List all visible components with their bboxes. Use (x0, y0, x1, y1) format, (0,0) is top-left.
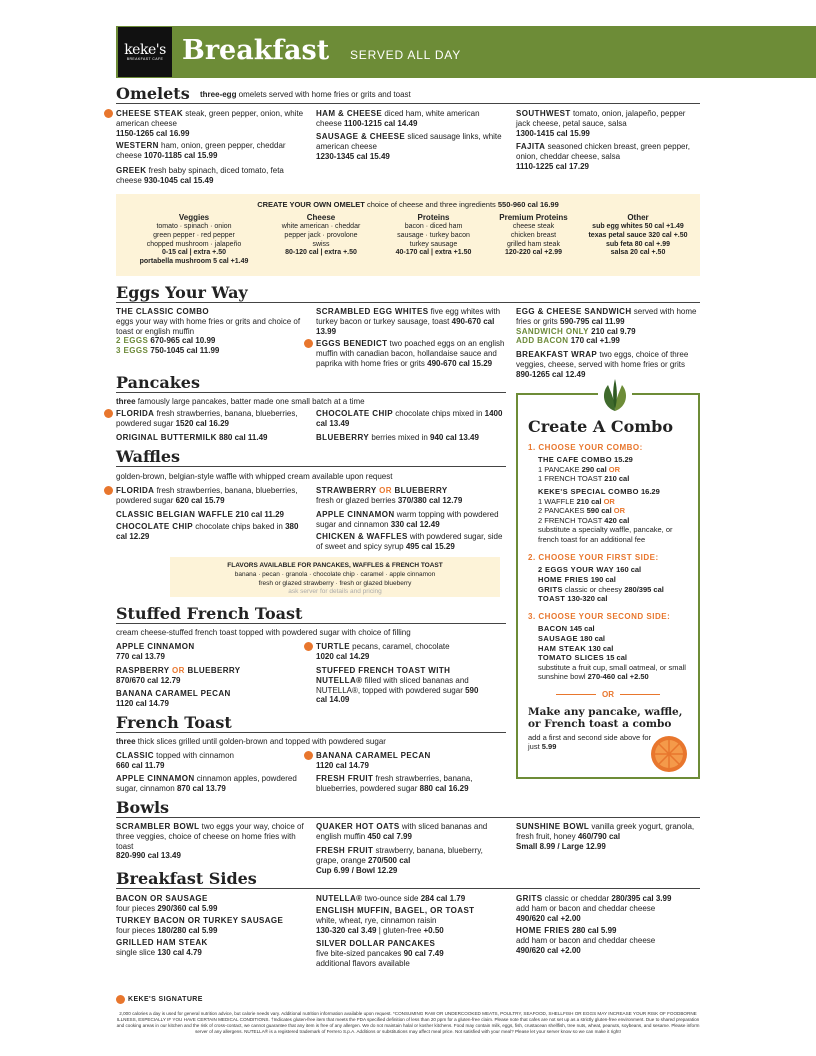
menu-item-fajita: FAJITA seasoned chicken breast, green pepper, onion, cheddar cheese, salsa 1110-1225 cal 17.29 (516, 142, 690, 171)
menu-item-blueberry-pancakes: BLUEBERRY berries mixed in 940 cal 13.49 (316, 433, 479, 442)
section-title-french-toast: French Toast (116, 713, 232, 732)
signature-icon (104, 486, 113, 495)
page-title: Breakfast (182, 35, 330, 66)
omelets-intro: three-egg omelets served with home fries or grits and toast (200, 90, 411, 99)
section-rule (116, 302, 700, 303)
signature-legend-label: KEKE'S SIGNATURE (128, 996, 203, 1003)
menu-item-stuffed-nutella: STUFFED FRENCH TOAST WITH NUTELLA® filled with sliced bananas and NUTELLA®, topped with powdered sugar 590 cal 14.09 (316, 666, 479, 705)
own-omelet-veggies: Veggies tomato · spinach · onion green pepper · red pepper chopped mushroom · jalapeño 0-15 cal | extra +.50 portabella mushroom 5 cal +1.49 (139, 213, 249, 265)
menu-item-muffin-bagel-toast: ENGLISH MUFFIN, BAGEL, OR TOAST white, wheat, rye, cinnamon raisin 130-320 cal 3.49 | gluten-free +0.50 (316, 906, 475, 935)
own-omelet-cheese: Cheese white american · cheddar pepper jack · provolone swiss 80-120 cal | extra +.50 (281, 213, 361, 257)
menu-item-banana-caramel-pecan-stuffed: BANANA CARAMEL PECAN 1120 cal 14.79 (116, 689, 231, 708)
menu-item-grits: GRITS classic or cheddar 280/395 cal 3.99 add ham or bacon and cheddar cheese 490/620 cal +2.00 (516, 894, 672, 923)
section-rule (116, 103, 700, 104)
menu-item-classic-combo: THE CLASSIC COMBO eggs your way with home fries or grits and choice of toast or english muffin 2 EGGS 670-965 cal 10.99 3 EGGS 750-1045 cal 11.99 (116, 307, 301, 355)
menu-item-quaker-hot-oats: QUAKER HOT OATS with sliced bananas and english muffin 450 cal 7.99 (316, 822, 488, 841)
menu-item-western: WESTERN ham, onion, green pepper, cheddar cheese 1070-1185 cal 15.99 (116, 141, 286, 160)
signature-icon (104, 409, 113, 418)
create-combo-box: Create A Combo 1. CHOOSE YOUR COMBO: THE CAFE COMBO 15.29 1 PANCAKE 290 cal OR 1 FRENCH TOAST 210 cal KEKE'S SPECIAL COMBO 16.29 1 WAFFLE 210 cal OR 2 PANCAKES 590 cal OR 2 FRENCH TOAST 420 cal substitute a specialty waffle, pancake, or french toast for an additional fee 2. CHOOSE YOUR FIRST SIDE: 2 EGGS YOUR WAY 160 cal HOME FRIES 190 cal GRITS classic or cheesy 280/395 cal TOAST 130-320 cal 3. CHOOSE YOUR SECOND SIDE: BACON 145 cal SAUSAGE 180 cal HAM STEAK 130 cal TOMATO SLICES 15 cal substitute a fruit cup, small oatmeal, or small sunshine bowl 270-460 cal +2.50 OR Make any pancake, waffle, or French toast a combo add a first and second side above for just 5.99 (516, 393, 700, 779)
menu-item-fresh-fruit-bowl: FRESH FRUIT strawberry, banana, blueberry, grape, orange 270/500 cal Cup 6.99 / Bowl 12.29 (316, 846, 483, 875)
combo-title: Create A Combo (528, 417, 674, 436)
menu-item-silver-dollar-pancakes: SILVER DOLLAR PANCAKES five bite-sized pancakes 90 cal 7.49 additional flavors available (316, 939, 444, 968)
menu-item-classic-french-toast: CLASSIC topped with cinnamon 660 cal 11.79 (116, 751, 234, 770)
menu-item-southwest: SOUTHWEST tomato, onion, jalapeño, pepper jack cheese, petal sauce, salsa 1300-1415 cal 15.99 (516, 109, 686, 138)
menu-item-raspberry-blueberry-stuffed: RASPBERRY OR BLUEBERRY 870/670 cal 12.79 (116, 666, 241, 685)
menu-item-chocolate-chip-waffle: CHOCOLATE CHIP chocolate chips baked in 380 cal 12.29 (116, 522, 299, 541)
menu-item-egg-cheese-sandwich: EGG & CHEESE SANDWICH served with home fries or grits 590-795 cal 11.99 SANDWICH ONLY 210 cal 9.79 ADD BACON 170 cal +1.99 (516, 307, 697, 346)
section-title-stuffed-french-toast: Stuffed French Toast (116, 604, 303, 623)
own-omelet-premium-proteins: Premium Proteins cheese steak chicken breast grilled ham steak 120-220 cal +2.99 (499, 213, 568, 257)
flavors-box: FLAVORS AVAILABLE FOR PANCAKES, WAFFLES & FRENCH TOAST banana · pecan · granola · chocolate chip · caramel · apple cinnamon fresh or glazed strawberry · fresh or glazed blueberry ask server for details and pricing (170, 557, 500, 597)
combo-step-3: 3. CHOOSE YOUR SECOND SIDE: (528, 611, 671, 621)
signature-icon (304, 642, 313, 651)
menu-item-turkey-bacon-sausage: TURKEY BACON OR TURKEY SAUSAGE four pieces 180/280 cal 5.99 (116, 916, 284, 935)
menu-item-strawberry-blueberry-waffle: STRAWBERRY OR BLUEBERRY fresh or glazed berries 370/380 cal 12.79 (316, 486, 463, 505)
legal-footnote: 2,000 calories a day is used for general nutrition advice, but calorie needs vary. Additional nutrition information available upon request. *CONSUMING RAW OR UNDERCOOKED MEATS, POULTRY, SEAFOOD, SHELLFISH OR EGGS MAY INCREASE YOUR RISK OF FOODBORNE ILLNESS, ESPECIALLY IF YOU HAVE CERTAIN MEDICAL CONDITIONS. †Indicates gluten-free item that meets the FDA specified definition of less than 20 ppm for a gluten-free claim. Please note that cafes are not set up as a strictly gluten-free environment. Due to shared preparation and cooking areas in our kitchen and the risk of cross-contact, we cannot guarantee that any item is free of any allergen. We do not maintain halal or kosher kitchens. Food may contain milk, eggs, fish, crustacean shellfish, tree nuts, wheat, peanuts, soybeans, and sesame. Please inform server of any allergens. NUTELLA® is a registered trademark of Ferrero S.p.A. Additions or substitutions may affect meal price. Not satisfied with your meal? Please let your server know so we can make it right! (116, 1011, 700, 1034)
leaf-icon (598, 377, 632, 413)
waffles-intro: golden-brown, belgian-style waffle with whipped cream available upon request (116, 472, 393, 481)
combo-or-divider: OR (528, 690, 688, 700)
section-rule (116, 466, 506, 467)
menu-item-apple-cinnamon-stuffed: APPLE CINNAMON 770 cal 13.79 (116, 642, 195, 661)
section-title-waffles: Waffles (116, 447, 180, 466)
section-title-pancakes: Pancakes (116, 373, 200, 392)
menu-item-chicken-waffles: CHICKEN & WAFFLES with powdered sugar, side of sweet and spicy syrup 495 cal 15.29 (316, 532, 503, 551)
section-title-omelets: Omelets (116, 84, 190, 103)
menu-item-fresh-fruit-french-toast: FRESH FRUIT fresh strawberries, banana, blueberries, powdered sugar 880 cal 16.29 (316, 774, 473, 793)
section-title-bowls: Bowls (116, 798, 170, 817)
section-rule (116, 732, 506, 733)
section-title-breakfast-sides: Breakfast Sides (116, 869, 257, 888)
own-omelet-proteins: Proteins bacon · diced ham sausage · turkey bacon turkey sausage 40-170 cal | extra +1.50 (395, 213, 472, 257)
menu-item-cheese-steak: CHEESE STEAK steak, green pepper, onion, white american cheese 1150-1265 cal 16.99 (116, 109, 304, 138)
menu-item-nutella-side: NUTELLA® two-ounce side 284 cal 1.79 (316, 894, 466, 903)
section-rule (116, 888, 700, 889)
french-intro: three thick slices grilled until golden-brown and topped with powdered sugar (116, 737, 386, 746)
section-rule (116, 392, 506, 393)
pancakes-intro: three famously large pancakes, batter made one small batch at a time (116, 397, 365, 406)
page-subtitle: SERVED ALL DAY (350, 48, 462, 62)
menu-item-apple-cinnamon-french-toast: APPLE CINNAMON cinnamon apples, powdered sugar, cinnamon 870 cal 13.79 (116, 774, 297, 793)
menu-item-florida-waffle: FLORIDA fresh strawberries, banana, blueberries, powdered sugar 620 cal 15.79 (116, 486, 298, 505)
menu-item-bacon-sausage: BACON OR SAUSAGE four pieces 290/360 cal 5.99 (116, 894, 218, 913)
own-omelet-other: Other sub egg whites 50 cal +1.49 texas petal sauce 320 cal +.50 sub feta 80 cal +.99 salsa 20 cal +.50 (588, 213, 688, 257)
menu-item-scrambled-egg-whites: SCRAMBLED EGG WHITES five egg whites with turkey bacon or turkey sausage, toast 490-670 cal 13.99 (316, 307, 501, 336)
menu-item-grilled-ham-steak: GRILLED HAM STEAK single slice 130 cal 4.79 (116, 938, 208, 957)
create-own-omelet-box: CREATE YOUR OWN OMELET choice of cheese and three ingredients 550-960 cal 16.99 Veggies tomato · spinach · onion green pepper · red pepper chopped mushroom · jalapeño 0-15 cal | extra +.50 portabella mushroom 5 cal +1.49 Cheese white american · cheddar pepper jack · provolone swiss 80-120 cal | extra +.50 Proteins bacon · diced ham sausage · turkey bacon turkey sausage 40-170 cal | extra +1.50 Premium Proteins cheese steak chicken breast grilled ham steak 120-220 cal +2.99 Other sub egg whites 50 cal +1.49 texas petal sauce 320 cal +.50 sub feta 80 cal +.99 salsa 20 cal +.50 (116, 194, 700, 276)
menu-item-breakfast-wrap: BREAKFAST WRAP two eggs, choice of three veggies, cheese, served with home fries or grits 890-1265 cal 12.49 (516, 350, 689, 379)
menu-item-turtle: TURTLE pecans, caramel, chocolate 1020 cal 14.29 (316, 642, 450, 661)
combo-step-2: 2. CHOOSE YOUR FIRST SIDE: (528, 552, 659, 562)
menu-item-classic-belgian-waffle: CLASSIC BELGIAN WAFFLE 210 cal 11.29 (116, 510, 284, 519)
menu-item-florida-pancakes: FLORIDA fresh strawberries, banana, blueberries, powdered sugar 1520 cal 16.29 (116, 409, 298, 428)
signature-icon (304, 339, 313, 348)
stuffed-intro: cream cheese-stuffed french toast topped with powdered sugar with choice of filling (116, 628, 411, 637)
orange-slice-icon (650, 735, 688, 773)
kekes-logo: keke's BREAKFAST CAFE (118, 27, 172, 77)
menu-item-ham-cheese: HAM & CHEESE diced ham, white american cheese 1100-1215 cal 14.49 (316, 109, 480, 128)
menu-item-scrambler-bowl: SCRAMBLER BOWL two eggs your way, choice of three veggies, choice of cheese on home fries with toast 820-990 cal 13.49 (116, 822, 304, 861)
combo-foot-title: Make any pancake, waffle, or French toast a combo (528, 705, 683, 730)
menu-item-original-buttermilk: ORIGINAL BUTTERMILK 880 cal 11.49 (116, 433, 268, 442)
menu-item-banana-caramel-pecan-french-toast: BANANA CARAMEL PECAN 1120 cal 14.79 (316, 751, 431, 770)
menu-item-sausage-cheese: SAUSAGE & CHEESE sliced sausage links, white american cheese 1230-1345 cal 15.49 (316, 132, 502, 161)
signature-icon (104, 109, 113, 118)
signature-icon (304, 751, 313, 760)
combo-step-1: 1. CHOOSE YOUR COMBO: (528, 442, 643, 452)
section-rule (116, 623, 506, 624)
signature-legend-icon (116, 995, 125, 1004)
combo-foot-desc: add a first and second side above for just 5.99 (528, 732, 651, 752)
menu-item-greek: GREEK fresh baby spinach, diced tomato, feta cheese 930-1045 cal 15.49 (116, 166, 284, 185)
menu-item-apple-cinnamon-waffle: APPLE CINNAMON warm topping with powdered sugar and cinnamon 330 cal 12.49 (316, 510, 499, 529)
section-rule (116, 817, 700, 818)
menu-item-sunshine-bowl: SUNSHINE BOWL vanilla greek yogurt, granola, fresh fruit, honey 460/790 cal Small 8.99 / Large 12.99 (516, 822, 695, 851)
menu-item-home-fries: HOME FRIES 280 cal 5.99 add ham or bacon and cheddar cheese 490/620 cal +2.00 (516, 926, 656, 955)
menu-item-chocolate-chip-pancakes: CHOCOLATE CHIP chocolate chips mixed in 1400 cal 13.49 (316, 409, 503, 428)
menu-item-eggs-benedict: EGGS BENEDICT two poached eggs on an english muffin with canadian bacon, hollandaise sauce and paprika with home fries or grits 490-670 cal 15.29 (316, 339, 505, 368)
section-title-eggs: Eggs Your Way (116, 283, 248, 302)
